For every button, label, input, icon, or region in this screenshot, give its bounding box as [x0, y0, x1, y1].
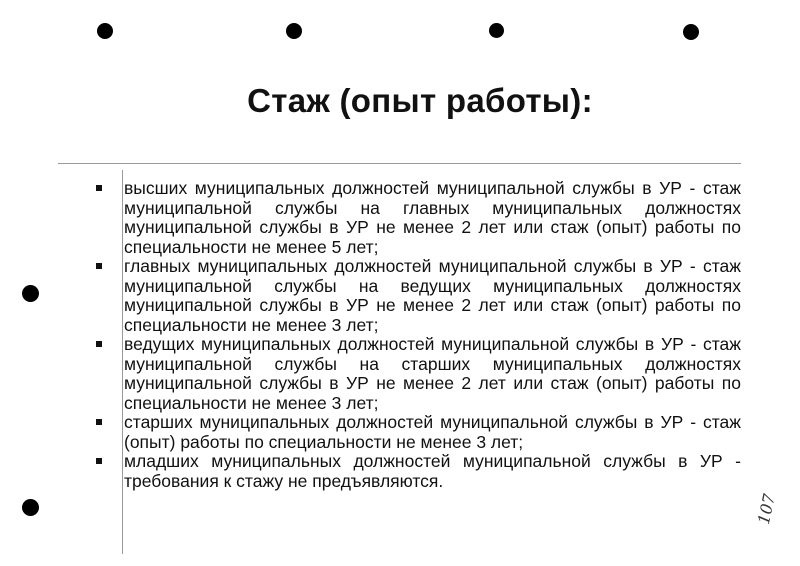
square-bullet-icon: [96, 185, 102, 191]
punch-hole: [97, 23, 113, 39]
punch-hole: [286, 23, 302, 39]
list-item: [124, 335, 741, 413]
punch-hole: [22, 285, 39, 302]
list-item: [124, 413, 741, 452]
vertical-divider: [122, 170, 123, 554]
requirements-list: [124, 179, 741, 491]
list-item-text: высших муниципальных должностей муниципальной службы в УР - стаж муниципальной службы на главных муниципальных должностях муниципальной службы в УР не менее 2 лет или стаж (опыт) работы по специальности не менее 5 лет;: [124, 178, 741, 257]
list-item: [124, 179, 741, 257]
punch-hole: [683, 24, 699, 40]
list-item-text: ведущих муниципальных должностей муниципальной службы в УР - стаж муниципальной службы на старших муниципальных должностях муниципальной службы в УР не менее 2 лет или стаж (опыт) работы по специальности не менее 3 лет;: [124, 334, 741, 413]
list-item: [124, 452, 741, 491]
list-item: [124, 257, 741, 335]
page-number: 107: [754, 492, 779, 526]
horizontal-divider: [58, 163, 741, 164]
punch-hole: [22, 499, 39, 516]
square-bullet-icon: [96, 263, 102, 269]
square-bullet-icon: [96, 419, 102, 425]
list-item-text: старших муниципальных должностей муниципальной службы в УР - стаж (опыт) работы по специальности не менее 3 лет;: [124, 412, 741, 452]
square-bullet-icon: [96, 458, 102, 464]
square-bullet-icon: [96, 341, 102, 347]
list-item-text: главных муниципальных должностей муниципальной службы в УР - стаж муниципальной службы на ведущих муниципальных должностях муниципальной службы в УР не менее 2 лет или стаж (опыт) работы по специальности не менее 3 лет;: [124, 256, 741, 335]
list-item-text: младших муниципальных должностей муниципальной службы в УР - требования к стажу не предъявляются.: [124, 451, 741, 491]
page-title: Стаж (опыт работы):: [247, 82, 593, 119]
punch-hole: [489, 23, 504, 38]
